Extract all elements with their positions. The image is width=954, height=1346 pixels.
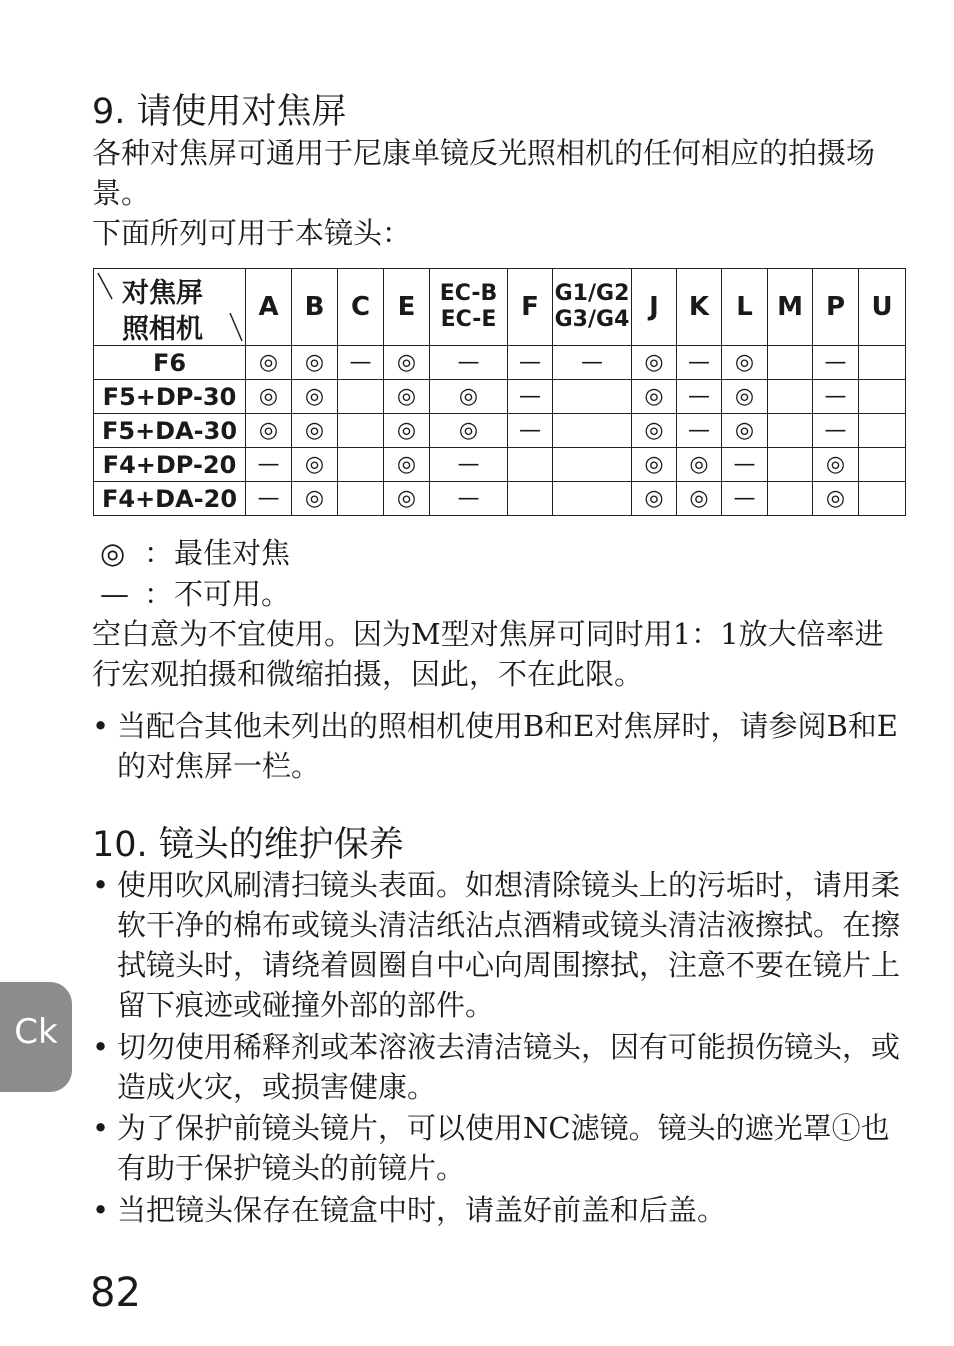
column-header-b: B	[292, 269, 338, 346]
compatibility-cell	[768, 448, 813, 482]
bullet-icon: •	[92, 868, 110, 902]
column-header-c: C	[338, 269, 384, 346]
camera-name: F5+DP-30	[94, 380, 246, 414]
compatibility-cell: ◎	[292, 414, 338, 448]
care-bullet-3	[92, 1108, 908, 1188]
section-9-heading: 9. 请使用对焦屏	[92, 92, 347, 132]
compatibility-cell: ◎	[632, 346, 677, 380]
table-row	[94, 346, 906, 380]
legend-colon: ：	[144, 536, 174, 570]
compatibility-cell: ◎	[292, 482, 338, 516]
column-header-p: P	[813, 269, 859, 346]
compatibility-cell: —	[246, 448, 292, 482]
bullet-icon: •	[92, 1193, 110, 1227]
camera-name: F4+DP-20	[94, 448, 246, 482]
compatibility-cell	[508, 448, 553, 482]
compatibility-cell: —	[677, 346, 722, 380]
compatibility-cell: —	[508, 380, 553, 414]
compatibility-cell: ◎	[632, 448, 677, 482]
compatibility-cell: ◎	[292, 448, 338, 482]
compatibility-cell: ◎	[677, 482, 722, 516]
compatibility-cell	[338, 448, 384, 482]
compatibility-cell: —	[430, 482, 508, 516]
compatibility-cell	[859, 482, 906, 516]
not-available-label: 不可用。	[174, 577, 291, 611]
language-side-tab	[0, 982, 72, 1092]
column-header-m: M	[768, 269, 813, 346]
compatibility-cell	[859, 414, 906, 448]
column-header-ec-b-ec-e: EC-B EC-E	[430, 269, 508, 346]
bullet-icon: •	[92, 1111, 110, 1145]
compatibility-cell: ◎	[632, 380, 677, 414]
page-number: 82	[90, 1270, 141, 1316]
compatibility-cell: ◎	[430, 414, 508, 448]
compatibility-cell	[768, 380, 813, 414]
camera-name: F4+DA-20	[94, 482, 246, 516]
column-header-e: E	[384, 269, 430, 346]
camera-name: F6	[94, 346, 246, 380]
compatibility-cell: ◎	[632, 482, 677, 516]
compatibility-cell: ◎	[722, 346, 768, 380]
compatibility-cell: ◎	[384, 380, 430, 414]
compatibility-cell	[859, 448, 906, 482]
camera-name: F5+DA-30	[94, 414, 246, 448]
compatibility-cell	[768, 414, 813, 448]
legend-not-available	[100, 574, 290, 614]
best-focus-symbol: ◎	[100, 536, 126, 570]
compatibility-cell: —	[813, 346, 859, 380]
compatibility-cell	[508, 482, 553, 516]
compatibility-cell: ◎	[384, 346, 430, 380]
care-bullet-2	[92, 1027, 908, 1107]
compatibility-cell: —	[722, 482, 768, 516]
compatibility-cell: ◎	[722, 414, 768, 448]
compatibility-cell: ◎	[246, 380, 292, 414]
compatibility-cell: —	[677, 414, 722, 448]
care-bullet-1	[92, 865, 908, 1025]
not-available-symbol: —	[100, 577, 129, 611]
care-bullet-1-text: 使用吹风刷清扫镜头表面。如想清除镜头上的污垢时，请用柔软干净的棉布或镜头清洁纸沾点酒精或镜头清洁液擦拭。在擦拭镜头时，请绕着圆圈自中心向周围擦拭，注意不要在镜片上留下痕迹或碰撞外部的部件。	[117, 868, 901, 1022]
table-row	[94, 482, 906, 516]
compatibility-cell: —	[813, 380, 859, 414]
compatibility-cell	[338, 380, 384, 414]
compatibility-cell: —	[508, 414, 553, 448]
compatibility-cell: ◎	[292, 346, 338, 380]
legend-colon: ：	[144, 577, 174, 611]
compatibility-cell: —	[722, 448, 768, 482]
compatibility-cell: ◎	[246, 346, 292, 380]
compatibility-cell: ◎	[813, 482, 859, 516]
care-bullet-4-text: 当把镜头保存在镜盒中时，请盖好前盖和后盖。	[117, 1193, 727, 1227]
compatibility-cell: —	[430, 346, 508, 380]
compatibility-cell	[553, 482, 632, 516]
compatibility-cell	[768, 346, 813, 380]
compatibility-cell	[768, 482, 813, 516]
column-header-k: K	[677, 269, 722, 346]
compatibility-cell: —	[553, 346, 632, 380]
focusing-screen-table	[93, 268, 906, 516]
column-header-a: A	[246, 269, 292, 346]
care-bullet-4	[92, 1190, 908, 1230]
camera-header-label: 照相机	[122, 314, 203, 345]
other-camera-note-text: 当配合其他未列出的照相机使用B和E对焦屏时，请参阅B和E的对焦屏一栏。	[117, 709, 898, 783]
compatibility-cell: —	[338, 346, 384, 380]
compatibility-cell	[338, 414, 384, 448]
compatibility-cell	[553, 448, 632, 482]
compatibility-cell	[859, 380, 906, 414]
compatibility-cell: ◎	[813, 448, 859, 482]
language-tab-label: Ck	[14, 1012, 58, 1052]
column-header-g1-g2-g3-g4: G1/G2 G3/G4	[553, 269, 632, 346]
table-row	[94, 448, 906, 482]
column-header-j: J	[632, 269, 677, 346]
care-bullet-3-text: 为了保护前镜头镜片，可以使用NC滤镜。镜头的遮光罩①也有助于保护镜头的前镜片。	[117, 1111, 890, 1185]
compatibility-cell: ◎	[632, 414, 677, 448]
bullet-icon: •	[92, 1030, 110, 1064]
compatibility-cell: ◎	[384, 482, 430, 516]
compatibility-cell: —	[813, 414, 859, 448]
compatibility-cell: —	[677, 380, 722, 414]
column-header-l: L	[722, 269, 768, 346]
screen-header-label: 对焦屏	[122, 278, 203, 309]
compatibility-cell: ◎	[384, 448, 430, 482]
section-9-list-intro: 下面所列可用于本镜头：	[92, 216, 412, 250]
compatibility-cell: ◎	[246, 414, 292, 448]
table-corner-header	[94, 269, 246, 346]
compatibility-cell: ◎	[292, 380, 338, 414]
compatibility-cell: —	[430, 448, 508, 482]
compatibility-cell: ◎	[430, 380, 508, 414]
bullet-icon: •	[92, 709, 110, 743]
compatibility-cell: ◎	[722, 380, 768, 414]
compatibility-cell	[338, 482, 384, 516]
section-9-intro: 各种对焦屏可通用于尼康单镜反光照相机的任何相应的拍摄场景。	[92, 136, 876, 210]
compatibility-cell	[553, 380, 632, 414]
best-focus-label: 最佳对焦	[174, 536, 291, 570]
compatibility-cell: —	[246, 482, 292, 516]
care-bullet-2-text: 切勿使用稀释剂或苯溶液去清洁镜头，因有可能损伤镜头，或造成火灾，或损害健康。	[117, 1030, 901, 1104]
column-header-f: F	[508, 269, 553, 346]
column-header-u: U	[859, 269, 906, 346]
section-10-heading: 10. 镜头的维护保养	[92, 825, 404, 865]
legend-best	[100, 533, 290, 573]
compatibility-cell: ◎	[677, 448, 722, 482]
table-row	[94, 414, 906, 448]
compatibility-cell: —	[508, 346, 553, 380]
blank-cell-note: 空白意为不宜使用。因为M型对焦屏可同时用1：1放大倍率进行宏观拍摄和微缩拍摄，因此，不在此限。	[92, 617, 884, 691]
other-camera-note	[92, 706, 908, 786]
table-row	[94, 380, 906, 414]
compatibility-cell	[859, 346, 906, 380]
compatibility-cell: ◎	[384, 414, 430, 448]
compatibility-cell	[553, 414, 632, 448]
